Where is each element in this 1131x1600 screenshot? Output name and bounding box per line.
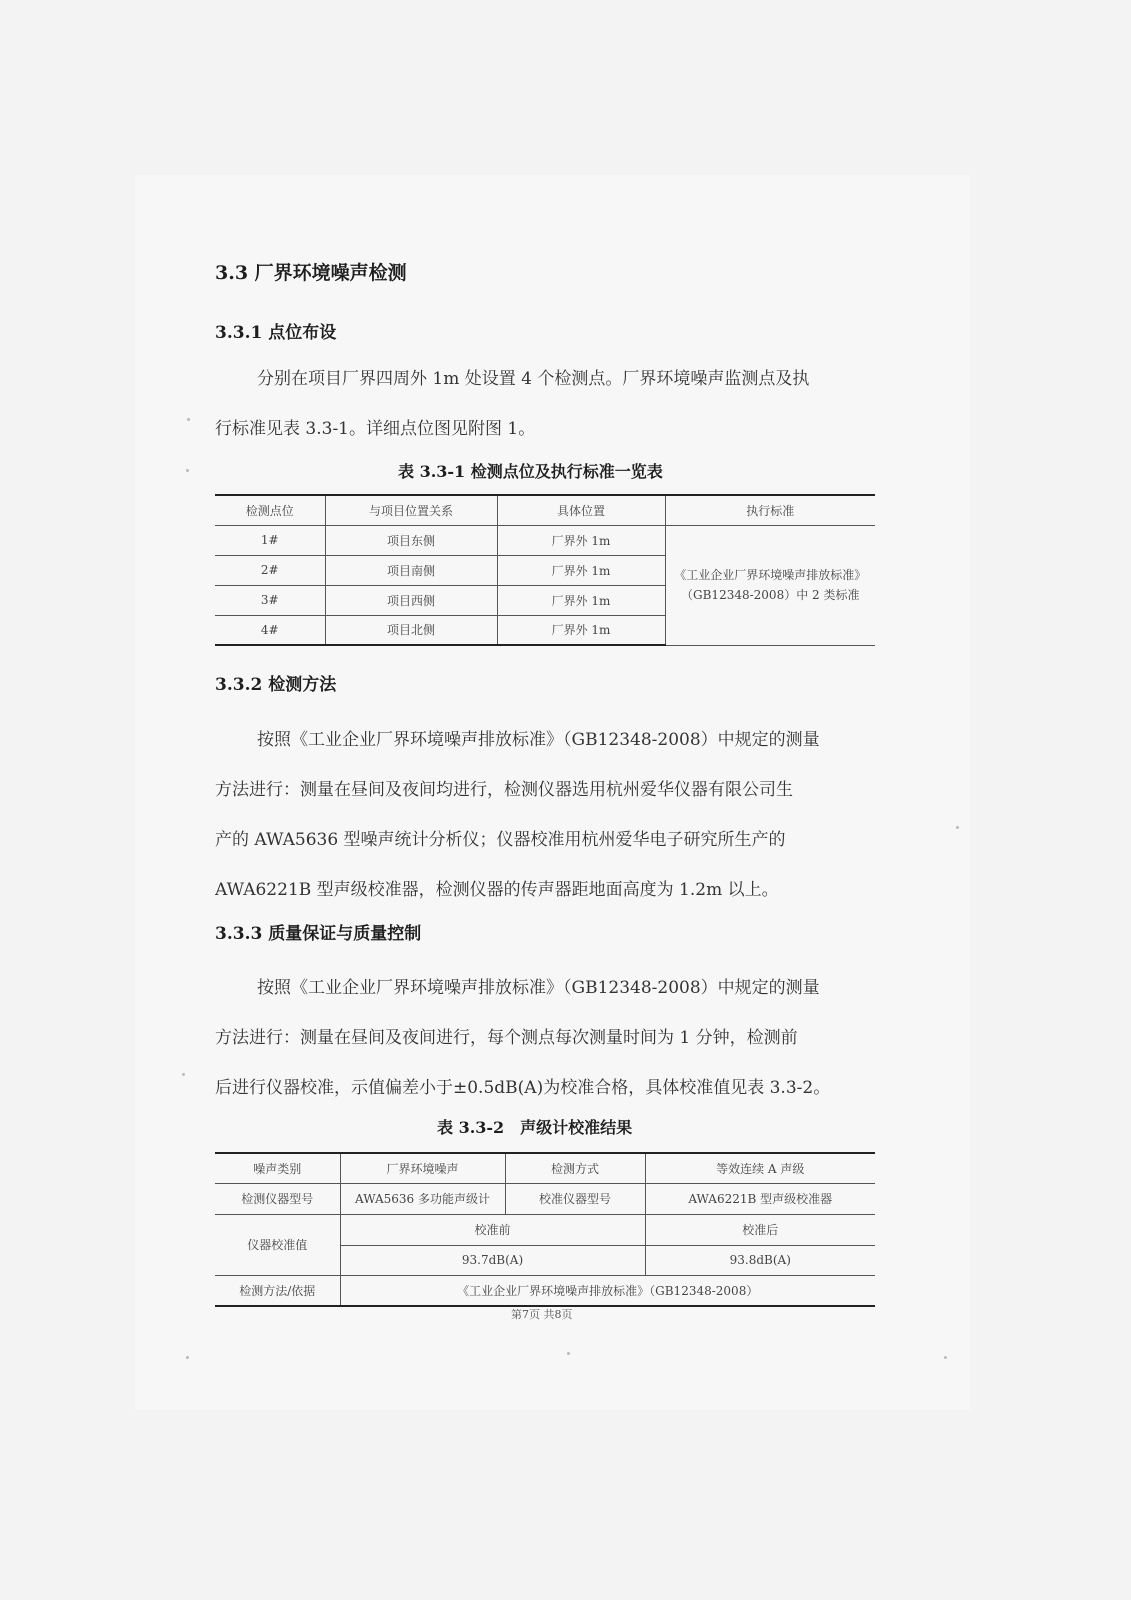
table-cell-standard: 《工业企业厂界环境噪声排放标准》（GB12348-2008）中 2 类标准 xyxy=(665,525,875,645)
table-header: 具体位置 xyxy=(497,495,665,525)
scan-speck xyxy=(187,418,190,421)
scan-speck xyxy=(956,826,959,829)
table-cell: 校准仪器型号 xyxy=(505,1183,645,1214)
paragraph-line: 按照《工业企业厂界环境噪声排放标准》（GB12348-2008）中规定的测量 xyxy=(257,730,820,750)
table-header: 检测点位 xyxy=(215,495,325,525)
table-cell: 厂界外 1m xyxy=(497,555,665,585)
paragraph-line: 分别在项目厂界四周外 1m 处设置 4 个检测点。厂界环境噪声监测点及执 xyxy=(257,369,810,389)
table-calibration xyxy=(215,1152,875,1307)
table-cell: 93.8dB(A) xyxy=(645,1245,875,1275)
subsection-title-2: 3.3.2 检测方法 xyxy=(215,675,337,695)
table-caption-2: 表 3.3-2 声级计校准结果 xyxy=(437,1118,633,1137)
section-title: 3.3 厂界环境噪声检测 xyxy=(215,262,407,284)
paragraph-line: 产的 AWA5636 型噪声统计分析仪；仪器校准用杭州爱华电子研究所生产的 xyxy=(215,830,786,850)
table-cell: 《工业企业厂界环境噪声排放标准》（GB12348-2008） xyxy=(340,1275,875,1306)
scan-speck xyxy=(186,469,189,472)
scan-speck xyxy=(182,1073,185,1076)
scan-speck xyxy=(186,1356,189,1359)
table-cell: 厂界外 1m xyxy=(497,585,665,615)
table-cell: 4# xyxy=(215,615,325,645)
scan-speck xyxy=(944,1356,947,1359)
table-cell: 噪声类别 xyxy=(215,1153,340,1183)
scan-speck xyxy=(567,1352,570,1355)
table-cell: 3# xyxy=(215,585,325,615)
subsection-title-1: 3.3.1 点位布设 xyxy=(215,323,337,343)
table-cell: AWA5636 多功能声级计 xyxy=(340,1183,505,1214)
paragraph-layout xyxy=(215,354,875,454)
table-cell: 1# xyxy=(215,525,325,555)
table-header: 执行标准 xyxy=(665,495,875,525)
table-cell: 厂界环境噪声 xyxy=(340,1153,505,1183)
table-cell: 检测方法/依据 xyxy=(215,1275,340,1306)
table-cell: 厂界外 1m xyxy=(497,615,665,645)
table-cell: 校准后 xyxy=(645,1214,875,1245)
paragraph-line: 后进行仪器校准，示值偏差小于±0.5dB(A)为校准合格，具体校准值见表 3.3-2。 xyxy=(215,1078,831,1098)
page-number: 第7页 共8页 xyxy=(511,1308,573,1321)
table-cell: 检测方式 xyxy=(505,1153,645,1183)
table-cell: 项目南侧 xyxy=(325,555,497,585)
table-cell: 校准前 xyxy=(340,1214,645,1245)
table-cell: 项目西侧 xyxy=(325,585,497,615)
paragraph-method xyxy=(215,715,875,915)
paragraph-line: 按照《工业企业厂界环境噪声排放标准》（GB12348-2008）中规定的测量 xyxy=(257,978,820,998)
table-cell: 项目北侧 xyxy=(325,615,497,645)
table-cell: 2# xyxy=(215,555,325,585)
table-cell: 厂界外 1m xyxy=(497,525,665,555)
table-cell: 项目东侧 xyxy=(325,525,497,555)
table-cell: 93.7dB(A) xyxy=(340,1245,645,1275)
paragraph-line: 方法进行：测量在昼间及夜间进行，每个测点每次测量时间为 1 分钟，检测前 xyxy=(215,1028,798,1048)
paragraph-quality xyxy=(215,963,875,1113)
table-cell: 仪器校准值 xyxy=(215,1214,340,1275)
table-cell: AWA6221B 型声级校准器 xyxy=(645,1183,875,1214)
paragraph-line: 行标准见表 3.3-1。详细点位图见附图 1。 xyxy=(215,419,536,439)
table-cell: 等效连续 A 声级 xyxy=(645,1153,875,1183)
table-cell: 检测仪器型号 xyxy=(215,1183,340,1214)
paragraph-line: 方法进行：测量在昼间及夜间均进行，检测仪器选用杭州爱华仪器有限公司生 xyxy=(215,780,793,800)
table-caption-1: 表 3.3-1 检测点位及执行标准一览表 xyxy=(398,462,663,481)
table-header: 与项目位置关系 xyxy=(325,495,497,525)
subsection-title-3: 3.3.3 质量保证与质量控制 xyxy=(215,924,422,944)
table-detection-points xyxy=(215,494,875,646)
paragraph-line: AWA6221B 型声级校准器，检测仪器的传声器距地面高度为 1.2m 以上。 xyxy=(215,880,779,900)
